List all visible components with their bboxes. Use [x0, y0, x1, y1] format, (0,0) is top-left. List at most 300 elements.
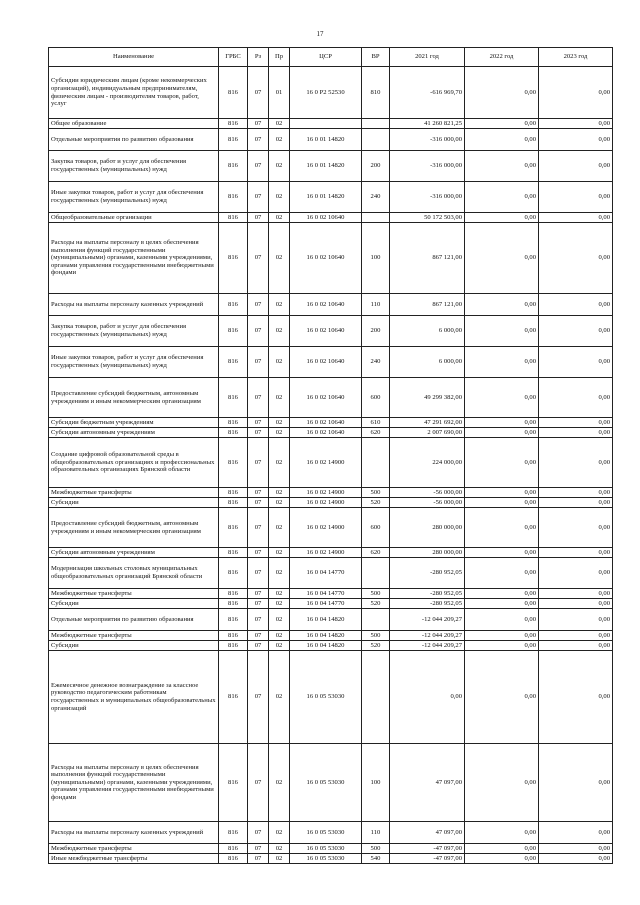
cell-pr: 02 [269, 822, 290, 844]
table-row [49, 589, 613, 599]
cell-grbs: 816 [219, 854, 248, 864]
cell-vr: 810 [362, 67, 390, 119]
cell-rz: 07 [248, 67, 269, 119]
table-row [49, 119, 613, 129]
cell-csr: 16 0 02 10640 [290, 213, 362, 223]
cell-name: Межбюджетные трансферты [49, 631, 219, 641]
cell-vr [362, 438, 390, 488]
col-header-name: Наименование [49, 48, 219, 67]
cell-grbs: 816 [219, 631, 248, 641]
table-row [49, 151, 613, 182]
cell-vr [362, 213, 390, 223]
cell-2022: 0,00 [465, 347, 539, 378]
cell-2022: 0,00 [465, 558, 539, 589]
cell-2022: 0,00 [465, 631, 539, 641]
col-header-csr: ЦСР [290, 48, 362, 67]
cell-vr: 620 [362, 548, 390, 558]
cell-vr: 500 [362, 844, 390, 854]
cell-vr: 110 [362, 822, 390, 844]
table-row [49, 129, 613, 151]
cell-2023: 0,00 [539, 378, 613, 418]
cell-csr: 16 0 01 14820 [290, 182, 362, 213]
cell-2021: 47 291 692,00 [390, 418, 465, 428]
cell-2023: 0,00 [539, 223, 613, 294]
cell-2022: 0,00 [465, 599, 539, 609]
cell-2021: 2 007 690,00 [390, 428, 465, 438]
cell-pr: 02 [269, 378, 290, 418]
cell-name: Межбюджетные трансферты [49, 488, 219, 498]
cell-rz: 07 [248, 316, 269, 347]
cell-csr: 16 0 02 10640 [290, 428, 362, 438]
cell-name: Закупка товаров, работ и услуг для обеспечения государственных (муниципальных) нужд [49, 316, 219, 347]
cell-grbs: 816 [219, 651, 248, 744]
table-row [49, 641, 613, 651]
cell-2023: 0,00 [539, 844, 613, 854]
cell-2022: 0,00 [465, 316, 539, 347]
cell-csr: 16 0 02 10640 [290, 347, 362, 378]
cell-name: Субсидии [49, 641, 219, 651]
table-row [49, 316, 613, 347]
cell-csr: 16 0 04 14820 [290, 609, 362, 631]
cell-name: Межбюджетные трансферты [49, 589, 219, 599]
cell-pr: 02 [269, 129, 290, 151]
cell-2021: -616 969,70 [390, 67, 465, 119]
cell-rz: 07 [248, 822, 269, 844]
table-row [49, 822, 613, 844]
cell-2023: 0,00 [539, 67, 613, 119]
cell-rz: 07 [248, 213, 269, 223]
cell-rz: 07 [248, 294, 269, 316]
table-row [49, 558, 613, 589]
cell-2023: 0,00 [539, 151, 613, 182]
cell-name: Расходы на выплаты персоналу в целях обеспечения выполнения функций государственными (муниципальными) органами, казенными учреждениями, органами управления государственными внебюджетными фондами [49, 744, 219, 822]
cell-vr: 240 [362, 347, 390, 378]
cell-vr: 520 [362, 641, 390, 651]
cell-name: Субсидии бюджетным учреждениям [49, 418, 219, 428]
cell-vr: 500 [362, 488, 390, 498]
cell-2023: 0,00 [539, 294, 613, 316]
cell-grbs: 816 [219, 213, 248, 223]
cell-rz: 07 [248, 347, 269, 378]
cell-vr: 610 [362, 418, 390, 428]
cell-2022: 0,00 [465, 182, 539, 213]
cell-2023: 0,00 [539, 488, 613, 498]
cell-rz: 07 [248, 129, 269, 151]
cell-2021: -12 044 209,27 [390, 631, 465, 641]
cell-name: Межбюджетные трансферты [49, 844, 219, 854]
cell-2021: 280 000,00 [390, 508, 465, 548]
cell-csr: 16 0 P2 52530 [290, 67, 362, 119]
cell-csr: 16 0 04 14770 [290, 558, 362, 589]
cell-grbs: 816 [219, 558, 248, 589]
cell-2023: 0,00 [539, 854, 613, 864]
cell-name: Закупка товаров, работ и услуг для обеспечения государственных (муниципальных) нужд [49, 151, 219, 182]
cell-grbs: 816 [219, 151, 248, 182]
cell-vr [362, 558, 390, 589]
cell-2021: 6 000,00 [390, 316, 465, 347]
table-row [49, 844, 613, 854]
table-row [49, 609, 613, 631]
cell-2023: 0,00 [539, 548, 613, 558]
cell-pr: 02 [269, 651, 290, 744]
table-row [49, 67, 613, 119]
cell-2021: 41 260 821,25 [390, 119, 465, 129]
cell-grbs: 816 [219, 438, 248, 488]
cell-grbs: 816 [219, 508, 248, 548]
cell-2021: -316 000,00 [390, 151, 465, 182]
cell-2023: 0,00 [539, 558, 613, 589]
cell-name: Модернизация школьных столовых муниципальных общеобразовательных организаций Брянской области [49, 558, 219, 589]
cell-grbs: 816 [219, 599, 248, 609]
cell-2023: 0,00 [539, 609, 613, 631]
cell-2021: -12 044 209,27 [390, 641, 465, 651]
cell-grbs: 816 [219, 744, 248, 822]
cell-pr: 02 [269, 508, 290, 548]
cell-grbs: 816 [219, 119, 248, 129]
cell-csr: 16 0 02 14900 [290, 508, 362, 548]
cell-pr: 02 [269, 119, 290, 129]
table-row [49, 294, 613, 316]
cell-name: Расходы на выплаты персоналу в целях обеспечения выполнения функций государственными (муниципальными) органами, казенными учреждениями, органами управления государственными внебюджетными фондами [49, 223, 219, 294]
cell-grbs: 816 [219, 378, 248, 418]
cell-csr: 16 0 04 14820 [290, 631, 362, 641]
cell-name: Иные закупки товаров, работ и услуг для обеспечения государственных (муниципальных) нужд [49, 347, 219, 378]
cell-2021: 50 172 503,00 [390, 213, 465, 223]
cell-vr [362, 651, 390, 744]
cell-vr [362, 609, 390, 631]
table-row [49, 438, 613, 488]
cell-rz: 07 [248, 151, 269, 182]
cell-2023: 0,00 [539, 589, 613, 599]
cell-2021: 280 000,00 [390, 548, 465, 558]
cell-2022: 0,00 [465, 498, 539, 508]
cell-csr: 16 0 05 53030 [290, 822, 362, 844]
cell-2022: 0,00 [465, 213, 539, 223]
cell-grbs: 816 [219, 844, 248, 854]
cell-rz: 07 [248, 854, 269, 864]
cell-csr: 16 0 02 10640 [290, 316, 362, 347]
cell-pr: 02 [269, 498, 290, 508]
cell-grbs: 816 [219, 609, 248, 631]
cell-csr: 16 0 01 14820 [290, 151, 362, 182]
table-row [49, 548, 613, 558]
table-row [49, 378, 613, 418]
cell-2022: 0,00 [465, 129, 539, 151]
cell-name: Субсидии автономным учреждениям [49, 428, 219, 438]
cell-rz: 07 [248, 378, 269, 418]
cell-rz: 07 [248, 589, 269, 599]
cell-name: Отдельные мероприятия по развитию образования [49, 129, 219, 151]
cell-2022: 0,00 [465, 223, 539, 294]
col-header-pr: Пр [269, 48, 290, 67]
table-row [49, 488, 613, 498]
cell-2021: -56 000,00 [390, 488, 465, 498]
cell-grbs: 816 [219, 347, 248, 378]
table-row [49, 651, 613, 744]
cell-grbs: 816 [219, 548, 248, 558]
cell-2023: 0,00 [539, 599, 613, 609]
cell-csr: 16 0 04 14770 [290, 589, 362, 599]
cell-pr: 02 [269, 151, 290, 182]
cell-pr: 02 [269, 223, 290, 294]
cell-2022: 0,00 [465, 119, 539, 129]
cell-rz: 07 [248, 651, 269, 744]
page-number: 17 [316, 30, 324, 38]
cell-csr: 16 0 02 14900 [290, 548, 362, 558]
cell-rz: 07 [248, 641, 269, 651]
cell-rz: 07 [248, 548, 269, 558]
cell-2021: 47 097,00 [390, 822, 465, 844]
cell-pr: 02 [269, 182, 290, 213]
cell-2021: 0,00 [390, 651, 465, 744]
cell-pr: 02 [269, 316, 290, 347]
cell-pr: 02 [269, 548, 290, 558]
table-row [49, 854, 613, 864]
cell-grbs: 816 [219, 498, 248, 508]
table-row [49, 744, 613, 822]
cell-2022: 0,00 [465, 378, 539, 418]
cell-name: Субсидии [49, 599, 219, 609]
cell-rz: 07 [248, 744, 269, 822]
cell-vr: 100 [362, 223, 390, 294]
cell-2021: 224 000,00 [390, 438, 465, 488]
cell-csr: 16 0 02 10640 [290, 223, 362, 294]
cell-2021: 867 121,00 [390, 223, 465, 294]
cell-csr: 16 0 02 14900 [290, 498, 362, 508]
header-row [49, 48, 613, 67]
cell-2021: 47 097,00 [390, 744, 465, 822]
cell-pr: 02 [269, 428, 290, 438]
cell-name: Расходы на выплаты персоналу казенных учреждений [49, 822, 219, 844]
table-row [49, 631, 613, 641]
cell-pr: 02 [269, 488, 290, 498]
cell-2023: 0,00 [539, 744, 613, 822]
col-header-2023: 2023 год [539, 48, 613, 67]
cell-csr: 16 0 05 53030 [290, 744, 362, 822]
cell-rz: 07 [248, 631, 269, 641]
cell-vr [362, 129, 390, 151]
cell-vr: 500 [362, 631, 390, 641]
cell-pr: 02 [269, 599, 290, 609]
cell-name: Иные закупки товаров, работ и услуг для обеспечения государственных (муниципальных) нужд [49, 182, 219, 213]
cell-csr: 16 0 05 53030 [290, 651, 362, 744]
cell-name: Ежемесячное денежное вознаграждение за классное руководство педагогическим работникам государственных и муниципальных общеобразовательных организаций [49, 651, 219, 744]
cell-2022: 0,00 [465, 418, 539, 428]
cell-pr: 02 [269, 438, 290, 488]
cell-2023: 0,00 [539, 347, 613, 378]
cell-name: Расходы на выплаты персоналу казенных учреждений [49, 294, 219, 316]
cell-csr: 16 0 02 14900 [290, 488, 362, 498]
cell-2022: 0,00 [465, 822, 539, 844]
cell-pr: 02 [269, 213, 290, 223]
cell-2023: 0,00 [539, 641, 613, 651]
cell-grbs: 816 [219, 223, 248, 294]
col-header-vr: ВР [362, 48, 390, 67]
cell-2021: -316 000,00 [390, 129, 465, 151]
cell-name: Предоставление субсидий бюджетным, автономным учреждениям и иным некоммерческим организациям [49, 508, 219, 548]
cell-2021: -47 097,00 [390, 844, 465, 854]
table-row [49, 428, 613, 438]
cell-2023: 0,00 [539, 508, 613, 548]
cell-name: Предоставление субсидий бюджетным, автономным учреждениям и иным некоммерческим организациям [49, 378, 219, 418]
cell-pr: 02 [269, 641, 290, 651]
cell-name: Общее образование [49, 119, 219, 129]
cell-2021: 867 121,00 [390, 294, 465, 316]
cell-rz: 07 [248, 609, 269, 631]
cell-2022: 0,00 [465, 488, 539, 498]
cell-grbs: 816 [219, 589, 248, 599]
cell-rz: 07 [248, 428, 269, 438]
cell-rz: 07 [248, 438, 269, 488]
cell-csr: 16 0 02 10640 [290, 294, 362, 316]
cell-2021: -280 952,05 [390, 599, 465, 609]
cell-vr: 600 [362, 378, 390, 418]
cell-vr: 110 [362, 294, 390, 316]
cell-2022: 0,00 [465, 589, 539, 599]
cell-pr: 02 [269, 418, 290, 428]
cell-name: Создание цифровой образовательной среды в общеобразовательных организациях и профессиональных образовательных организациях Брянской области [49, 438, 219, 488]
cell-grbs: 816 [219, 316, 248, 347]
cell-name: Общеобразовательные организации [49, 213, 219, 223]
cell-2022: 0,00 [465, 744, 539, 822]
cell-csr: 16 0 05 53030 [290, 854, 362, 864]
cell-grbs: 816 [219, 182, 248, 213]
cell-vr: 620 [362, 428, 390, 438]
cell-2022: 0,00 [465, 609, 539, 631]
cell-2023: 0,00 [539, 438, 613, 488]
cell-2023: 0,00 [539, 213, 613, 223]
cell-vr: 500 [362, 589, 390, 599]
cell-csr: 16 0 04 14820 [290, 641, 362, 651]
cell-rz: 07 [248, 599, 269, 609]
cell-grbs: 816 [219, 294, 248, 316]
cell-2023: 0,00 [539, 182, 613, 213]
cell-name: Отдельные мероприятия по развитию образования [49, 609, 219, 631]
cell-2022: 0,00 [465, 438, 539, 488]
cell-name: Субсидии юридическим лицам (кроме некоммерческих организаций), индивидуальным предпринимателям, физическим лицам - производителям товаров, работ, услуг [49, 67, 219, 119]
cell-2022: 0,00 [465, 428, 539, 438]
cell-pr: 02 [269, 744, 290, 822]
table-row [49, 599, 613, 609]
cell-vr [362, 119, 390, 129]
cell-csr: 16 0 05 53030 [290, 844, 362, 854]
cell-grbs: 816 [219, 67, 248, 119]
table-row [49, 223, 613, 294]
cell-2021: -56 000,00 [390, 498, 465, 508]
cell-2023: 0,00 [539, 418, 613, 428]
cell-2023: 0,00 [539, 651, 613, 744]
cell-2021: 6 000,00 [390, 347, 465, 378]
cell-csr: 16 0 02 14900 [290, 438, 362, 488]
cell-pr: 02 [269, 347, 290, 378]
cell-vr: 100 [362, 744, 390, 822]
cell-grbs: 816 [219, 641, 248, 651]
cell-grbs: 816 [219, 488, 248, 498]
cell-2023: 0,00 [539, 498, 613, 508]
col-header-rz: Рз [248, 48, 269, 67]
table-row [49, 508, 613, 548]
cell-2021: -12 044 209,27 [390, 609, 465, 631]
col-header-2021: 2021 год [390, 48, 465, 67]
cell-2022: 0,00 [465, 641, 539, 651]
cell-grbs: 816 [219, 418, 248, 428]
table-row [49, 347, 613, 378]
table-row [49, 182, 613, 213]
cell-2021: -316 000,00 [390, 182, 465, 213]
cell-rz: 07 [248, 498, 269, 508]
cell-rz: 07 [248, 488, 269, 498]
cell-csr: 16 0 04 14770 [290, 599, 362, 609]
cell-2022: 0,00 [465, 294, 539, 316]
cell-2023: 0,00 [539, 631, 613, 641]
cell-rz: 07 [248, 844, 269, 854]
cell-2023: 0,00 [539, 119, 613, 129]
cell-vr: 200 [362, 316, 390, 347]
cell-rz: 07 [248, 223, 269, 294]
cell-pr: 02 [269, 294, 290, 316]
cell-grbs: 816 [219, 428, 248, 438]
cell-2021: -280 952,05 [390, 589, 465, 599]
cell-pr: 01 [269, 67, 290, 119]
cell-rz: 07 [248, 418, 269, 428]
table-row [49, 418, 613, 428]
cell-2021: 49 299 382,00 [390, 378, 465, 418]
budget-table [48, 47, 613, 864]
cell-vr: 540 [362, 854, 390, 864]
cell-2022: 0,00 [465, 844, 539, 854]
cell-pr: 02 [269, 844, 290, 854]
cell-2022: 0,00 [465, 151, 539, 182]
cell-2022: 0,00 [465, 67, 539, 119]
cell-rz: 07 [248, 508, 269, 548]
cell-vr: 520 [362, 498, 390, 508]
cell-name: Субсидии [49, 498, 219, 508]
cell-pr: 02 [269, 631, 290, 641]
cell-rz: 07 [248, 558, 269, 589]
cell-grbs: 816 [219, 822, 248, 844]
col-header-2022: 2022 год [465, 48, 539, 67]
cell-2021: -47 097,00 [390, 854, 465, 864]
cell-vr: 240 [362, 182, 390, 213]
cell-2022: 0,00 [465, 854, 539, 864]
cell-vr: 520 [362, 599, 390, 609]
col-header-grbs: ГРБС [219, 48, 248, 67]
cell-2022: 0,00 [465, 651, 539, 744]
cell-2023: 0,00 [539, 316, 613, 347]
cell-pr: 02 [269, 854, 290, 864]
cell-2023: 0,00 [539, 428, 613, 438]
cell-2023: 0,00 [539, 129, 613, 151]
cell-rz: 07 [248, 182, 269, 213]
cell-name: Субсидии автономным учреждениям [49, 548, 219, 558]
cell-pr: 02 [269, 609, 290, 631]
cell-2021: -280 952,05 [390, 558, 465, 589]
cell-2022: 0,00 [465, 508, 539, 548]
table-row [49, 213, 613, 223]
cell-csr: 16 0 02 10640 [290, 418, 362, 428]
cell-vr: 200 [362, 151, 390, 182]
cell-2023: 0,00 [539, 822, 613, 844]
cell-vr: 600 [362, 508, 390, 548]
cell-csr: 16 0 01 14820 [290, 129, 362, 151]
cell-csr [290, 119, 362, 129]
cell-name: Иные межбюджетные трансферты [49, 854, 219, 864]
cell-grbs: 816 [219, 129, 248, 151]
cell-csr: 16 0 02 10640 [290, 378, 362, 418]
table-row [49, 498, 613, 508]
cell-rz: 07 [248, 119, 269, 129]
cell-2022: 0,00 [465, 548, 539, 558]
